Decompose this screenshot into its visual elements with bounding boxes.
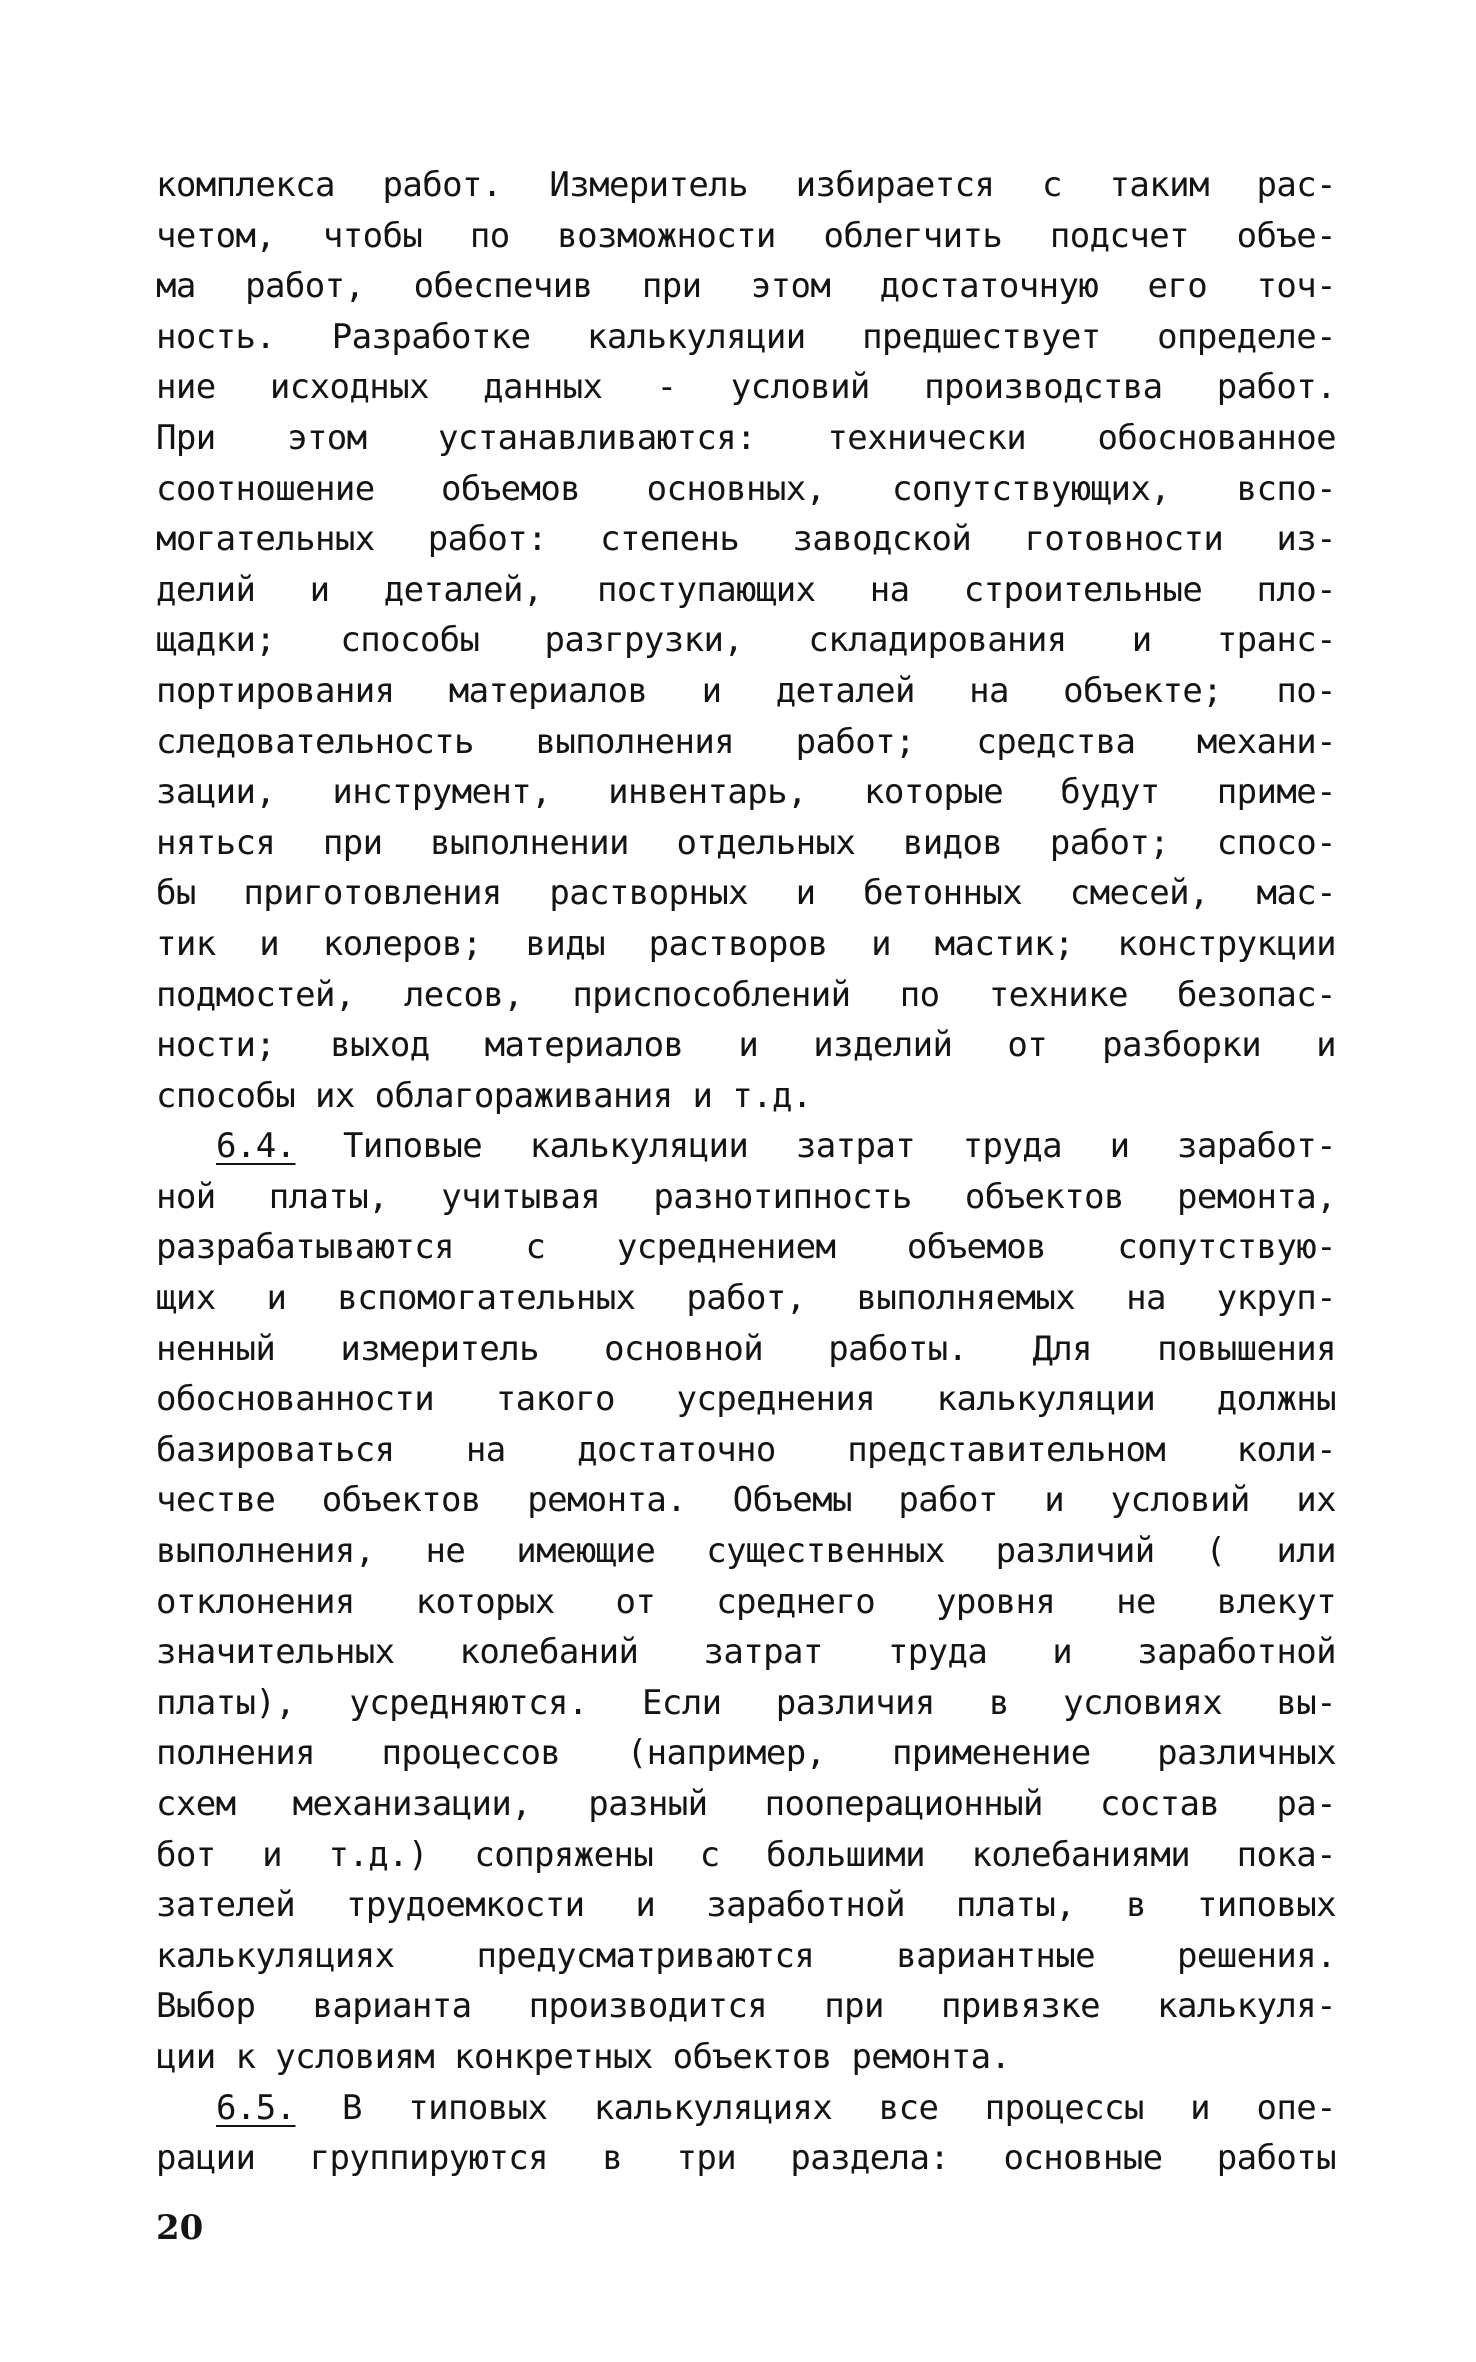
- text-line: ной платы, учитывая разнотипность объектов ремонта,: [156, 1176, 1336, 1217]
- page-number: 20: [156, 2208, 204, 2248]
- text-line: делий и деталей, поступающих на строительные пло-: [156, 569, 1336, 610]
- text-line: соотношение объемов основных, сопутствующих, вспо-: [156, 468, 1336, 509]
- text-line: портирования материалов и деталей на объекте; по-: [156, 670, 1336, 711]
- text-line: отклонения которых от среднего уровня не влекут: [156, 1581, 1336, 1622]
- text-line: ма работ, обеспечив при этом достаточную его точ-: [156, 266, 1336, 307]
- text-line: няться при выполнении отдельных видов работ; спосо-: [156, 822, 1336, 863]
- text-line: ние исходных данных - условий производства работ.: [156, 367, 1336, 408]
- text-line: базироваться на достаточно представительном коли-: [156, 1429, 1336, 1470]
- text-line: ции к условиям конкретных объектов ремонта.: [156, 2036, 1011, 2077]
- body-text: [156, 160, 1336, 2184]
- text-line: щадки; способы разгрузки, складирования и транс-: [156, 620, 1336, 661]
- text-line: четом, чтобы по возможности облегчить подсчет объе-: [156, 215, 1336, 256]
- text-line: комплекса работ. Измеритель избирается с таким рас-: [156, 165, 1336, 205]
- section-number: 6.5.: [216, 2087, 296, 2128]
- text-line: значительных колебаний затрат труда и заработной: [156, 1632, 1336, 1673]
- text-line: схем механизации, разный пооперационный состав ра-: [156, 1784, 1336, 1824]
- text-line: бы приготовления растворных и бетонных смесей, мас-: [156, 873, 1336, 914]
- text-line: разрабатываются с усреднением объемов сопутствую-: [156, 1227, 1336, 1268]
- text-line: рации группируются в три раздела: основные работы: [156, 2138, 1336, 2179]
- text-line: зации, инструмент, инвентарь, которые будут приме-: [156, 772, 1336, 813]
- text-line: ность. Разработке калькуляции предшествует определе-: [156, 316, 1336, 357]
- text-line: честве объектов ремонта. Объемы работ и условий их: [156, 1480, 1336, 1521]
- text-line: калькуляциях предусматриваются вариантные решения.: [156, 1935, 1336, 1976]
- text-line: способы их облагораживания и т.д.: [156, 1075, 812, 1116]
- section-6-5-first-line: [156, 2083, 1336, 2134]
- text-line: зателей трудоемкости и заработной платы, в типовых: [156, 1885, 1336, 1926]
- text-line: полнения процессов (например, применение различных: [156, 1733, 1336, 1774]
- section-number: 6.4.: [216, 1126, 296, 1167]
- text-line: тик и колеров; виды растворов и мастик; конструкции: [156, 923, 1336, 964]
- text-line: платы), усредняются. Если различия в условиях вы-: [156, 1682, 1336, 1723]
- section-heading-text: Типовые калькуляции затрат труда и заработ-: [295, 1126, 1336, 1167]
- text-line: щих и вспомогательных работ, выполняемых на укруп-: [156, 1278, 1336, 1319]
- text-line: ности; выход материалов и изделий от разборки и: [156, 1025, 1336, 1066]
- text-line: бот и т.д.) сопряжены с большими колебаниями пока-: [156, 1834, 1336, 1875]
- section-6-4-first-line: [156, 1121, 1336, 1172]
- text-line: могательных работ: степень заводской готовности из-: [156, 519, 1336, 560]
- text-line: следовательность выполнения работ; средства механи-: [156, 721, 1336, 762]
- text-line: Выбор варианта производится при привязке калькуля-: [156, 1986, 1336, 2027]
- text-line: подмостей, лесов, приспособлений по технике безопас-: [156, 974, 1336, 1015]
- text-line: обоснованности такого усреднения калькуляции должны: [156, 1379, 1336, 1420]
- text-line: При этом устанавливаются: технически обоснованное: [156, 417, 1336, 458]
- section-heading-text: В типовых калькуляциях все процессы и опе-: [295, 2087, 1336, 2128]
- text-line: выполнения, не имеющие существенных различий ( или: [156, 1531, 1336, 1572]
- text-line: ненный измеритель основной работы. Для повышения: [156, 1328, 1336, 1369]
